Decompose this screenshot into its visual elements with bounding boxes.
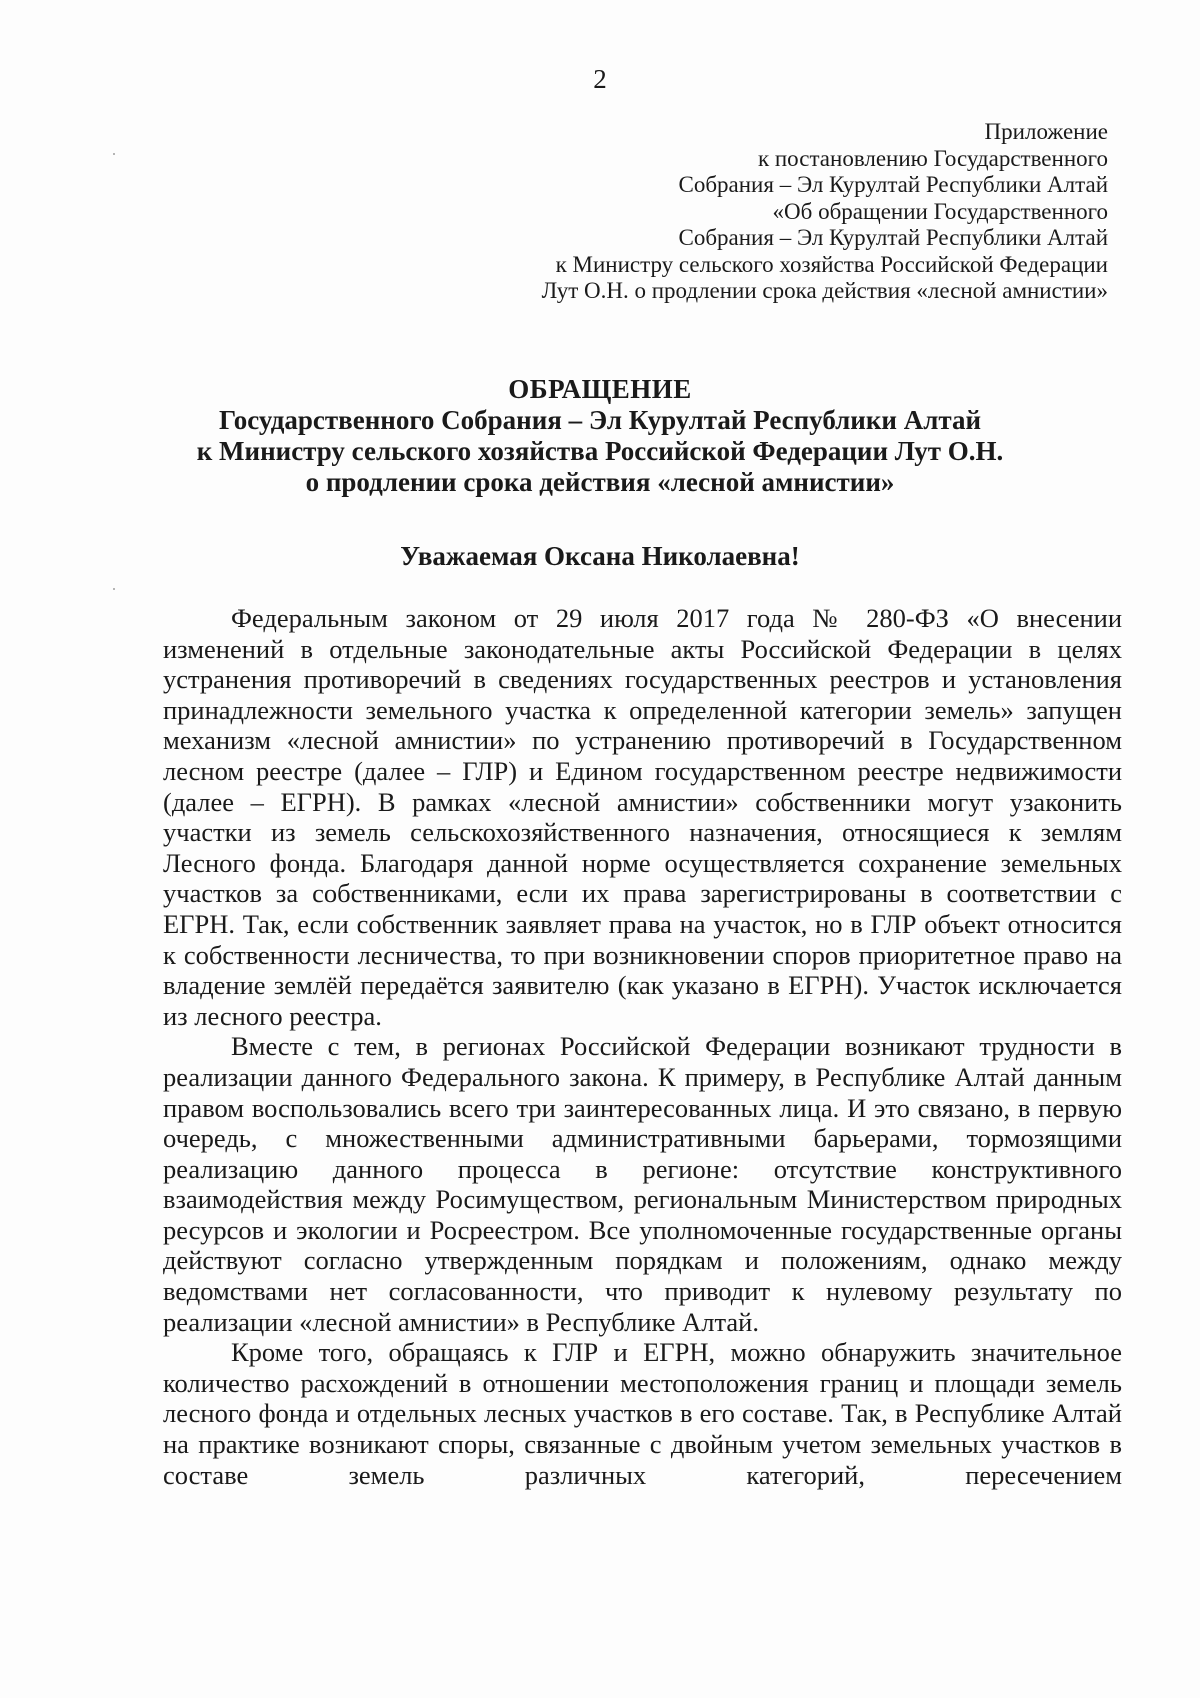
annex-header — [408, 119, 1108, 305]
paragraph: Вместе с тем, в регионах Российской Федерации возникают трудности в реализации данного Федерального закона. К примеру, в Республике Алтай данным правом воспользовались всего три заинтересованных лица. И это связано, в первую очередь, с множественными административными барьерами, тормозящими реализацию данного процесса в регионе: отсутствие конструктивного взаимодействия между Росимуществом, региональным Министерством природных ресурсов и экологии и Росреестром. Все уполномоченные государственные органы действуют согласно утвержденным порядкам и положениям, однако между ведомствами нет согласованности, что приводит к нулевому результату по реализации «лесной амнистии» в Республике Алтай. — [163, 1031, 1122, 1337]
body-text — [163, 603, 1122, 1490]
paragraph: Кроме того, обращаясь к ГЛР и ЕГРН, можно обнаружить значительное количество расхождений в отношении местоположения границ и площади земель лесного фонда и отдельных лесных участков в его составе. Так, в Республике Алтай на практике возникают споры, связанные с двойным учетом земельных участков в составе земель различных категорий, пересечением — [163, 1337, 1122, 1490]
title-main: ОБРАЩЕНИЕ — [508, 374, 692, 404]
annex-line: «Об обращении Государственного — [772, 198, 1108, 224]
scan-artifact — [113, 153, 115, 155]
annex-line: к Министру сельского хозяйства Российской Федерации — [555, 251, 1108, 277]
title-line: к Министру сельского хозяйства Российской Федерации Лут О.Н. — [196, 436, 1004, 466]
scan-artifact — [113, 588, 115, 590]
annex-line: Собрания – Эл Курултай Республики Алтай — [678, 225, 1108, 250]
greeting: Уважаемая Оксана Николаевна! — [400, 541, 800, 571]
page-number: 2 — [593, 64, 607, 94]
annex-line: Собрания – Эл Курултай Республики Алтай — [678, 172, 1108, 197]
document-title — [0, 374, 1200, 498]
title-line: о продлении срока действия «лесной амнистии» — [305, 467, 895, 497]
annex-line: Приложение — [984, 119, 1108, 144]
annex-line: Лут О.Н. о продлении срока действия «лесной амнистии» — [541, 278, 1108, 303]
title-line: Государственного Собрания – Эл Курултай Республики Алтай — [218, 405, 982, 435]
annex-line: к постановлению Государственного — [757, 145, 1108, 171]
paragraph: Федеральным законом от 29 июля 2017 года № 280-ФЗ «О внесении изменений в отдельные законодательные акты Российской Федерации в целях устранения противоречий в сведениях государственных реестров и установления принадлежности земельного участка к определенной категории земель» запущен механизм «лесной амнистии» по устранению противоречий в Государственном лесном реестре (далее – ГЛР) и Едином государственном реестре недвижимости (далее – ЕГРН). В рамках «лесной амнистии» собственники могут узаконить участки из земель сельскохозяйственного назначения, относящиеся к землям Лесного фонда. Благодаря данной норме осуществляется сохранение земельных участков за собственниками, если их права зарегистрированы в соответствии с ЕГРН. Так, если собственник заявляет права на участок, но в ГЛР объект относится к собственности лесничества, то при возникновении споров приоритетное право на владение землёй передаётся заявителю (как указано в ЕГРН). Участок исключается из лесного реестра. — [163, 603, 1122, 1031]
